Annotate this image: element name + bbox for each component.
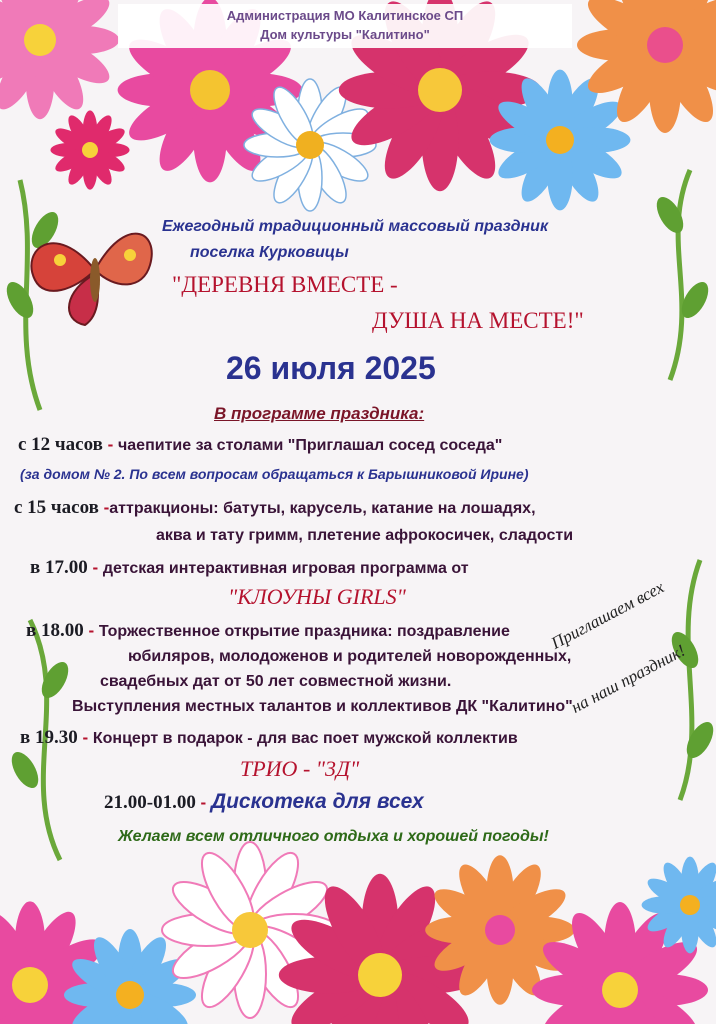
schedule-item-5 xyxy=(20,727,518,749)
event-date: 26 июля 2025 xyxy=(226,350,436,386)
schedule-dash: - xyxy=(87,558,103,577)
intro-line-2: поселка Курковицы xyxy=(190,244,349,261)
trio-highlight: ТРИО - "3Д" xyxy=(240,756,360,781)
schedule-text-cont: свадебных дат от 50 лет совместной жизни. xyxy=(100,673,452,690)
schedule-item-3 xyxy=(30,557,469,579)
schedule-text: детская интерактивная игровая программа от xyxy=(102,560,469,577)
schedule-text: Концерт в подарок - для вас поет мужской коллектив xyxy=(92,730,518,747)
schedule-item-6 xyxy=(104,790,424,814)
schedule-time: с 12 часов xyxy=(18,434,103,455)
event-title-line-1: "ДЕРЕВНЯ ВМЕСТЕ - xyxy=(172,272,398,297)
schedule-item-2 xyxy=(14,497,536,519)
schedule-item-1 xyxy=(18,434,502,456)
schedule-time: в 17.00 xyxy=(30,557,88,578)
schedule-time: 21.00-01.00 xyxy=(104,792,196,813)
schedule-time: в 19.30 xyxy=(20,727,78,748)
schedule-note: (за домом № 2. По всем вопросам обращаться к Барышниковой Ирине) xyxy=(20,466,529,482)
header-administration: Администрация МО Калитинское СП xyxy=(226,8,464,23)
butterfly-icon xyxy=(31,234,151,325)
event-title-line-2: ДУША НА МЕСТЕ!" xyxy=(372,308,584,333)
schedule-text: аттракционы: батуты, карусель, катание на лошадях, xyxy=(109,500,536,517)
clowns-highlight: "КЛОУНЫ GIRLS" xyxy=(228,584,406,609)
program-heading: В программе праздника: xyxy=(214,404,425,423)
schedule-text-cont: Выступления местных талантов и коллективов ДК "Калитино" xyxy=(72,698,573,715)
schedule-dash: - xyxy=(195,793,211,812)
header-culture-house: Дом культуры "Калитино" xyxy=(260,27,430,42)
schedule-dash: - xyxy=(98,498,110,517)
schedule-time: с 15 часов xyxy=(14,497,99,518)
schedule-text-cont: аква и тату гримм, плетение афрокосичек, сладости xyxy=(156,527,574,544)
schedule-text: чаепитие за столами "Приглашал сосед соседа" xyxy=(117,437,503,454)
schedule-text: Торжественное открытие праздника: поздравление xyxy=(98,623,510,640)
schedule-dash: - xyxy=(77,728,93,747)
flower-icon xyxy=(0,842,716,1024)
schedule-dash: - xyxy=(102,435,118,454)
schedule-time: в 18.00 xyxy=(26,620,84,641)
closing-wish: Желаем всем отличного отдыха и хорошей погоды! xyxy=(118,828,549,845)
handwritten-invite-1: Приглашаем всех xyxy=(548,577,668,653)
schedule-item-4 xyxy=(26,620,510,642)
schedule-text-cont: юбиляров, молодоженов и родителей новорожденных, xyxy=(128,648,572,665)
handwritten-invite-2: на наш праздник! xyxy=(568,640,689,717)
schedule-text: Дискотека для всех xyxy=(210,790,424,813)
schedule-dash: - xyxy=(83,621,99,640)
intro-line-1: Ежегодный традиционный массовый праздник xyxy=(162,218,549,235)
